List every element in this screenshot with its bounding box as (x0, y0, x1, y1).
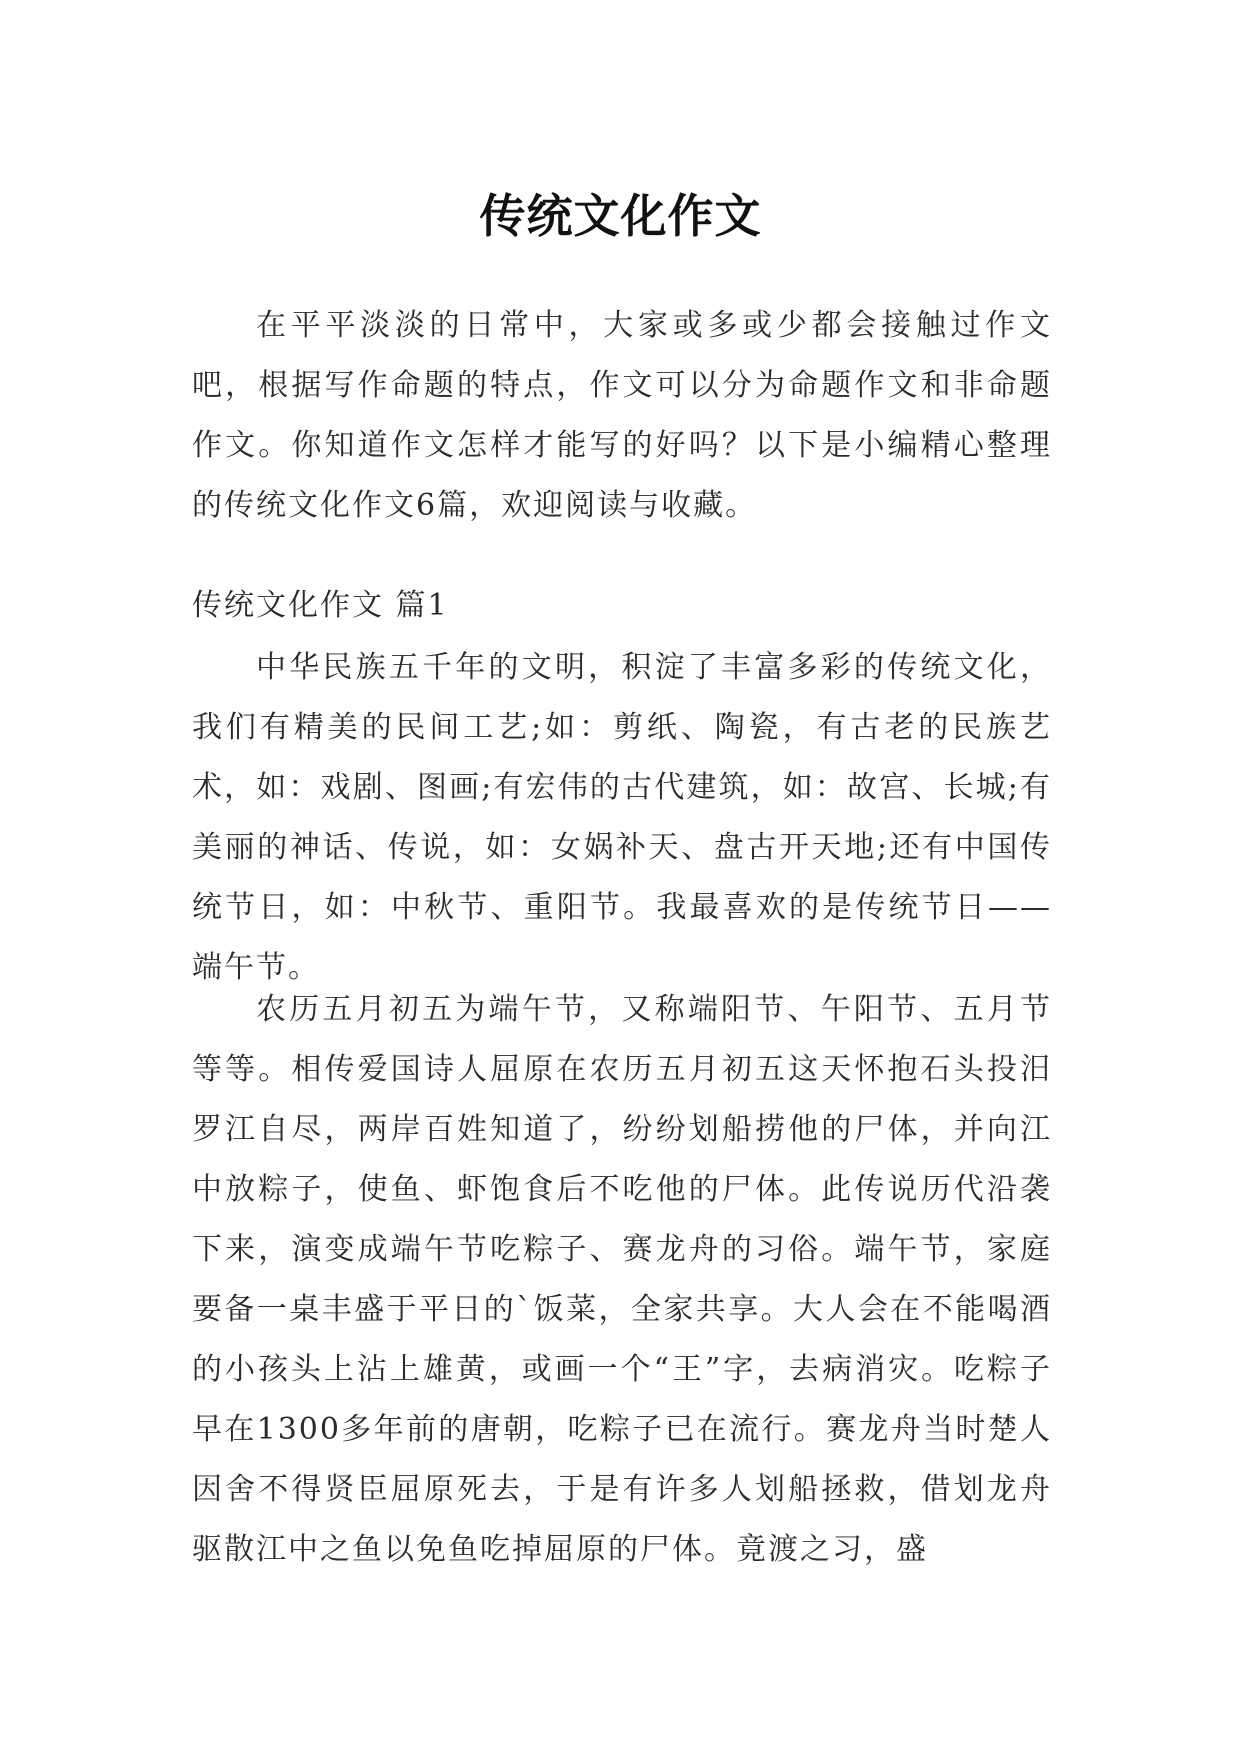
intro-block (192, 296, 1052, 536)
document-title: 传统文化作文 (479, 188, 762, 243)
section-heading: 传统文化作文 篇1 (192, 588, 449, 623)
essay-paragraph-block-2 (192, 980, 1052, 1580)
essay-paragraph: 农历五月初五为端午节，又称端阳节、午阳节、五月节等等。相传爱国诗人屈原在农历五月初五这天怀抱石头投汨罗江自尽，两岸百姓知道了，纷纷划船捞他的尸体，并向江中放粽子，使鱼、虾饱食后不吃他的尸体。此传说历代沿袭下来，演变成端午节吃粽子、赛龙舟的习俗。端午节，家庭要备一桌丰盛于平日的`饭菜，全家共享。大人会在不能喝酒的小孩头上沾上雄黄，或画一个“王”字，去病消灾。吃粽子早在1300多年前的唐朝，吃粽子已在流行。赛龙舟当时楚人因舍不得贤臣屈原死去，于是有许多人划船拯救，借划龙舟驱散江中之鱼以免鱼吃掉屈原的尸体。竟渡之习，盛 (192, 992, 1052, 1567)
intro-paragraph: 在平平淡淡的日常中，大家或多或少都会接触过作文吧，根据写作命题的特点，作文可以分为命题作文和非命题作文。你知道作文怎样才能写的好吗？以下是小编精心整理的传统文化作文6篇，欢迎阅读与收藏。 (192, 308, 1052, 523)
essay-paragraph: 中华民族五千年的文明，积淀了丰富多彩的传统文化，我们有精美的民间工艺;如：剪纸、陶瓷，有古老的民族艺术，如：戏剧、图画;有宏伟的古代建筑，如：故宫、长城;有美丽的神话、传说，如：女娲补天、盘古开天地;还有中国传统节日，如：中秋节、重阳节。我最喜欢的是传统节日——端午节。 (192, 650, 1052, 985)
essay-paragraph-block-1 (192, 638, 1052, 998)
